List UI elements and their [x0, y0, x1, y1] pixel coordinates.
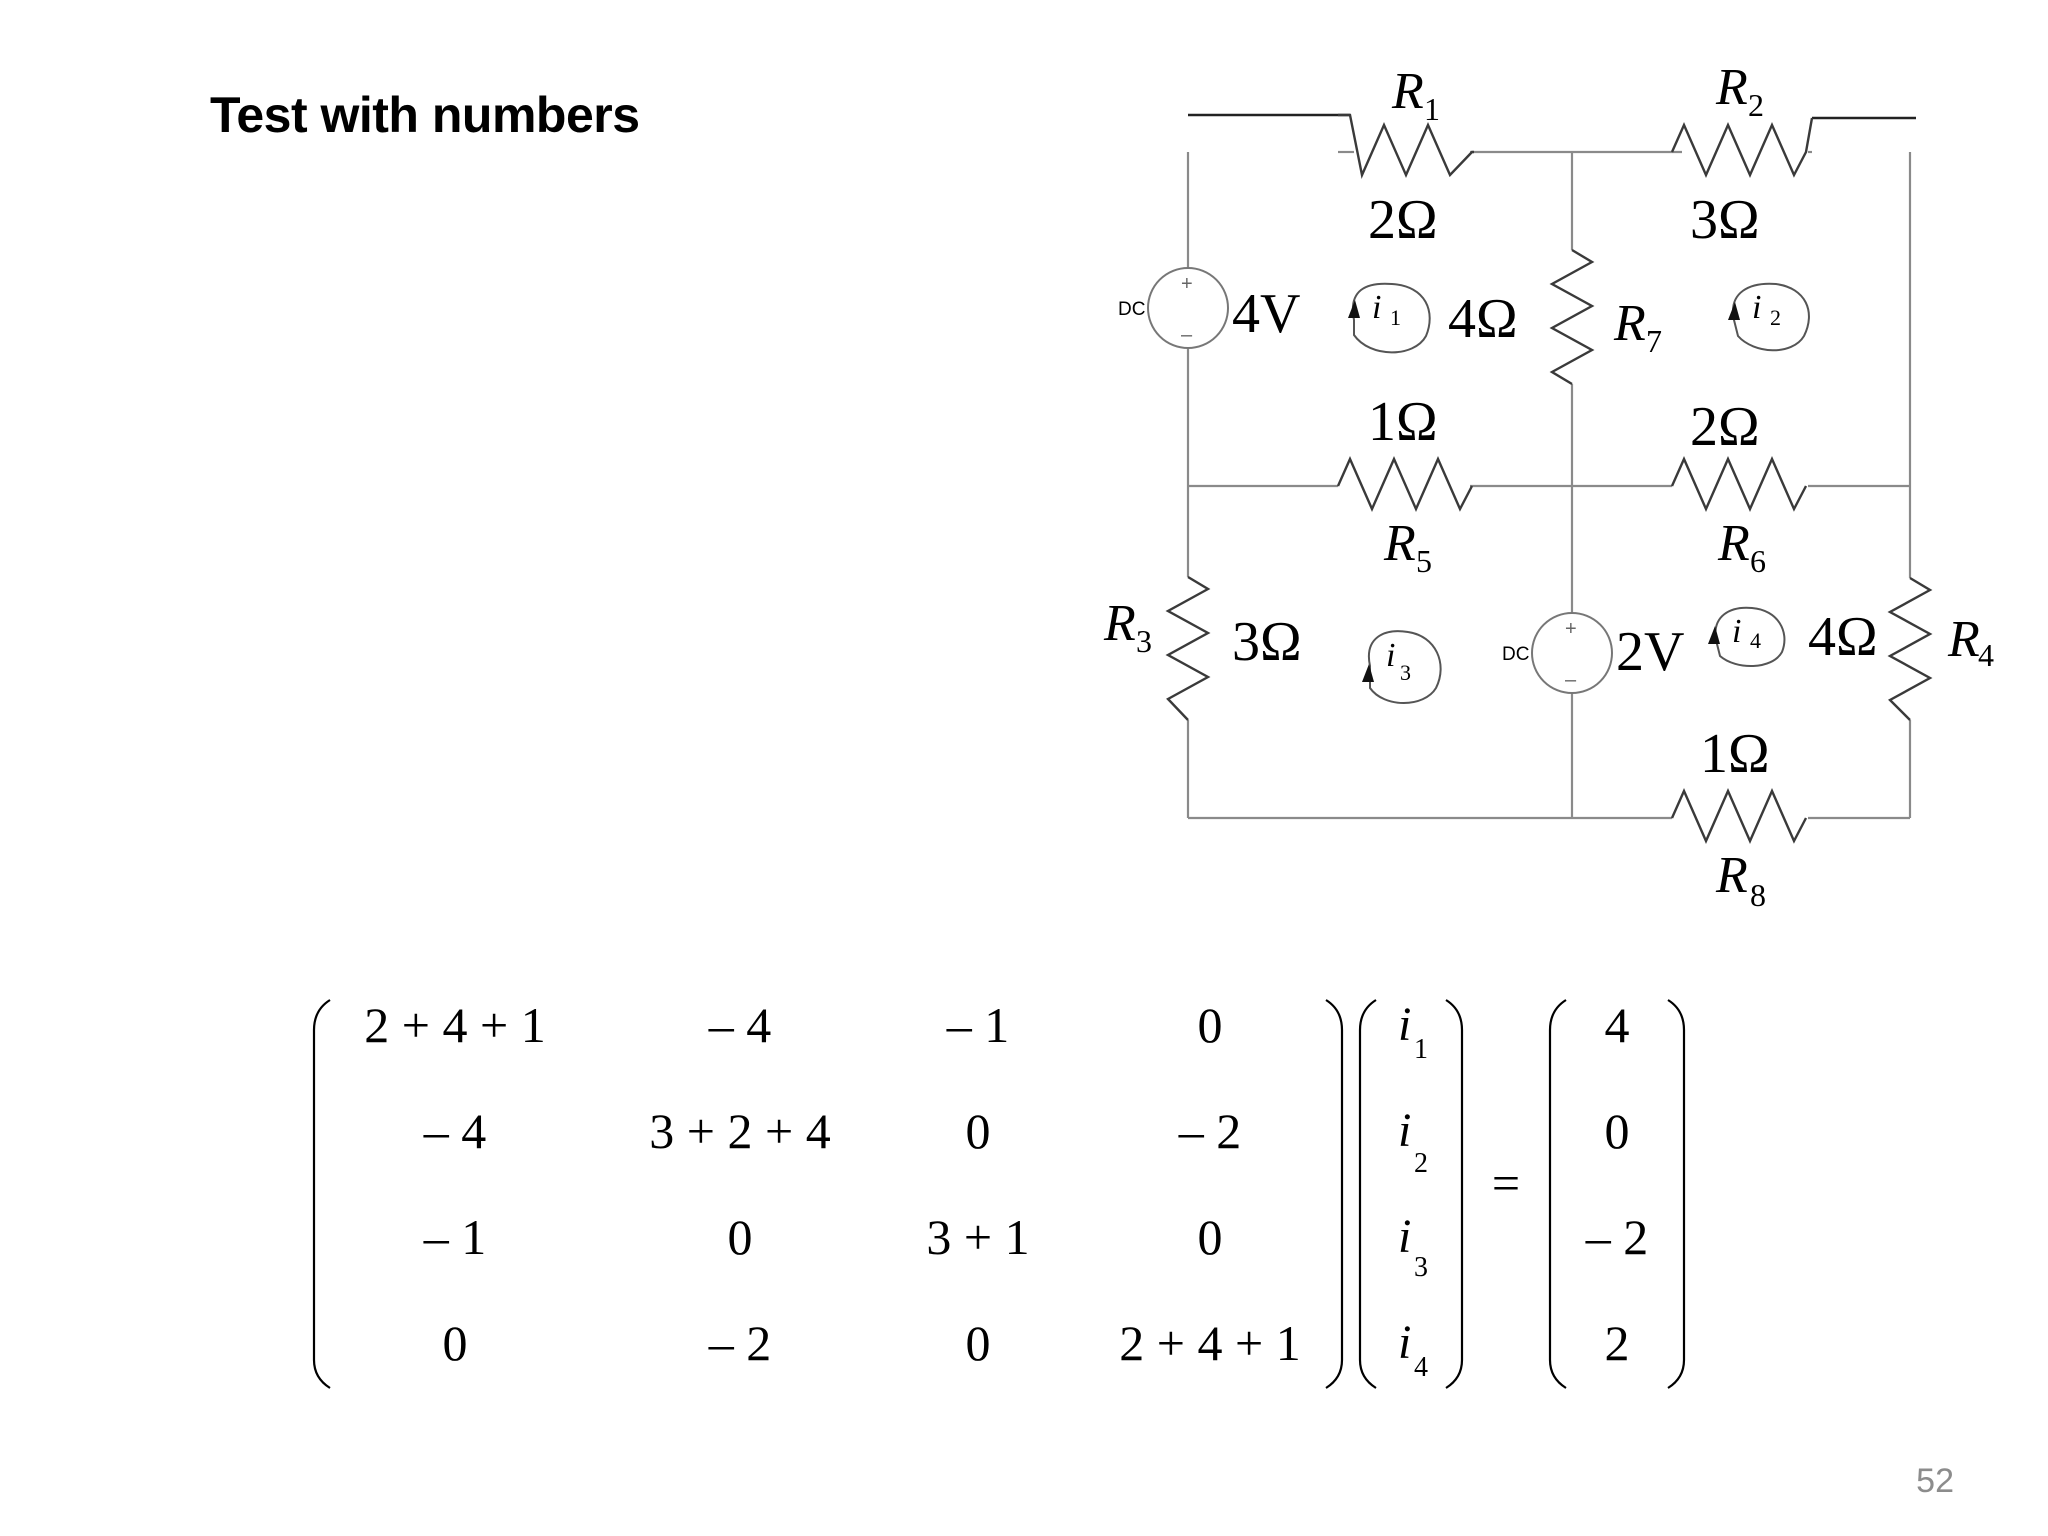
loop-arrowhead — [1348, 300, 1360, 318]
source-minus-sign: – — [1181, 324, 1193, 346]
unknown-sub: 1 — [1414, 1034, 1428, 1065]
source-plus-sign: + — [1181, 273, 1193, 295]
slide-title: Test with numbers — [210, 87, 640, 143]
circuit-wires — [1188, 115, 1916, 818]
source-minus-sign: – — [1565, 669, 1577, 691]
resistor-value-r3: 3Ω — [1232, 611, 1302, 673]
rhs-cell: – 2 — [1585, 1209, 1649, 1265]
resistor-name-r5: R — [1384, 515, 1416, 572]
rhs-right-paren — [1668, 1000, 1684, 1388]
unknowns-left-paren — [1360, 1000, 1376, 1388]
rhs-cell: 2 — [1604, 1315, 1630, 1371]
unknowns-right-paren — [1446, 1000, 1462, 1388]
source-value: 2V — [1616, 621, 1685, 683]
loop-label-name: i — [1372, 289, 1382, 326]
rhs-cell: 4 — [1604, 997, 1630, 1053]
matrix-cell: – 1 — [423, 1209, 487, 1265]
matrix-cell: 3 + 1 — [926, 1209, 1030, 1265]
resistor-value-r2: 3Ω — [1690, 189, 1760, 251]
voltage-source-4v — [1118, 268, 1300, 348]
resistor-value-r8: 1Ω — [1700, 723, 1770, 785]
resistor-name-r1: R — [1392, 63, 1424, 120]
matrix-equation — [314, 997, 1684, 1388]
loop-arrowhead — [1708, 626, 1720, 644]
loop-label-sub: 4 — [1750, 628, 1761, 653]
page-number: 52 — [1916, 1462, 1954, 1500]
mesh-loop-i4 — [1708, 608, 1784, 666]
loop-label-name: i — [1732, 613, 1742, 650]
unknown-name: i — [1398, 998, 1412, 1051]
matrix-cell: 2 + 4 + 1 — [364, 997, 546, 1053]
matrix-cell: 2 + 4 + 1 — [1119, 1315, 1301, 1371]
resistor-sub-r4: 4 — [1978, 637, 1994, 673]
resistor-value-r4: 4Ω — [1808, 606, 1878, 668]
resistor-name-r8: R — [1716, 847, 1748, 904]
resistor-sub-r3: 3 — [1136, 623, 1152, 659]
matrix-right-paren — [1326, 1000, 1342, 1388]
resistor-sub-r2: 2 — [1748, 87, 1764, 123]
resistor-sub-r8: 8 — [1750, 877, 1766, 913]
loop-label-name: i — [1386, 637, 1396, 674]
loop-label-sub: 2 — [1770, 305, 1781, 330]
resistor-sub-r5: 5 — [1416, 543, 1432, 579]
resistor-value-r6: 2Ω — [1690, 396, 1760, 458]
resistor-name-r3: R — [1104, 595, 1136, 652]
resistor-name-r6: R — [1718, 515, 1750, 572]
unknown-name: i — [1398, 1210, 1412, 1263]
resistor-r5 — [1338, 459, 1472, 509]
voltage-source-2v — [1502, 613, 1684, 693]
source-dc-label: DC — [1118, 299, 1146, 320]
resistor-sub-r6: 6 — [1750, 543, 1766, 579]
matrix-cell: 0 — [965, 1315, 991, 1371]
unknown-sub: 3 — [1414, 1252, 1428, 1283]
mesh-loop-i1 — [1348, 284, 1430, 353]
matrix-cell: – 4 — [708, 997, 772, 1053]
source-plus-sign: + — [1565, 618, 1577, 640]
matrix-cell: 0 — [1197, 997, 1223, 1053]
matrix-cell: 0 — [1197, 1209, 1223, 1265]
resistor-name-r4: R — [1948, 611, 1980, 668]
loop-label-name: i — [1752, 289, 1762, 326]
unknown-name: i — [1398, 1104, 1412, 1157]
resistor-value-r1: 2Ω — [1368, 189, 1438, 251]
matrix-cell: 3 + 2 + 4 — [649, 1103, 831, 1159]
unknown-sub: 2 — [1414, 1148, 1428, 1179]
resistor-name-r2: R — [1716, 59, 1748, 116]
resistor-r6 — [1672, 459, 1806, 509]
resistor-r4 — [1890, 578, 1930, 720]
resistor-value-r5: 1Ω — [1368, 391, 1438, 453]
resistor-r3 — [1168, 577, 1208, 720]
resistor-r7 — [1552, 250, 1592, 384]
matrix-left-paren — [314, 1000, 330, 1388]
mesh-loop-i2 — [1728, 284, 1809, 351]
matrix-cell: 0 — [965, 1103, 991, 1159]
rhs-cell: 0 — [1604, 1103, 1630, 1159]
unknown-name: i — [1398, 1316, 1412, 1369]
loop-arrowhead — [1728, 302, 1740, 320]
equals-sign: = — [1491, 1155, 1521, 1211]
resistor-name-r7: R — [1614, 295, 1646, 352]
matrix-cell: – 1 — [946, 997, 1010, 1053]
rhs-left-paren — [1550, 1000, 1566, 1388]
resistor-sub-r7: 7 — [1646, 323, 1662, 359]
matrix-cell: 0 — [727, 1209, 753, 1265]
matrix-cell: – 2 — [708, 1315, 772, 1371]
resistor-r2 — [1672, 118, 1812, 175]
source-dc-label: DC — [1502, 644, 1530, 665]
matrix-cell: 0 — [442, 1315, 468, 1371]
matrix-cell: – 4 — [423, 1103, 487, 1159]
loop-arrowhead — [1362, 664, 1374, 682]
unknown-sub: 4 — [1414, 1352, 1428, 1383]
resistor-r8 — [1672, 791, 1806, 841]
resistor-sub-r1: 1 — [1424, 91, 1440, 127]
source-value: 4V — [1232, 283, 1301, 345]
loop-label-sub: 1 — [1390, 305, 1401, 330]
mesh-loop-i3 — [1362, 631, 1441, 703]
loop-label-sub: 3 — [1400, 660, 1411, 685]
resistor-r1 — [1338, 115, 1474, 175]
matrix-cell: – 2 — [1178, 1103, 1242, 1159]
resistor-value-r7: 4Ω — [1448, 288, 1518, 350]
